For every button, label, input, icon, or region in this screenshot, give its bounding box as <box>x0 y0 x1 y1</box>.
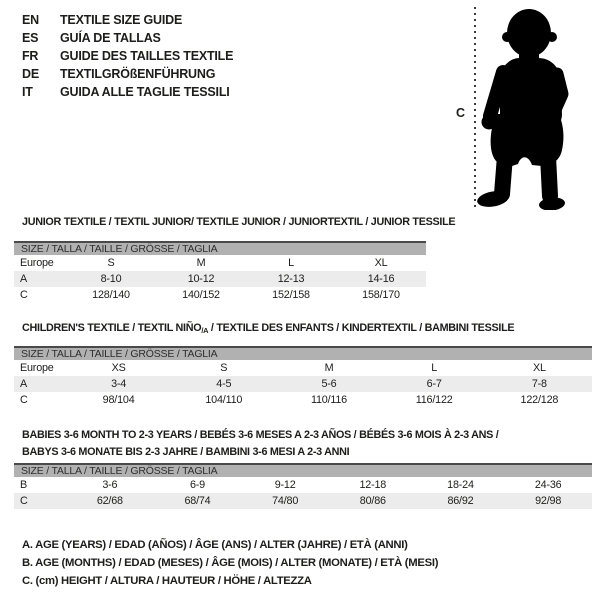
language-code: FR <box>22 49 39 63</box>
table-cell: 80/86 <box>359 495 386 507</box>
table-cell: 74/80 <box>272 495 299 507</box>
table-cell: 3-6 <box>102 479 118 491</box>
table-cell: 62/68 <box>96 495 123 507</box>
table-cell: XS <box>111 362 126 374</box>
table-cell: 4-5 <box>216 378 232 390</box>
language-label: GUÍA DE TALLAS <box>60 31 161 45</box>
language-row <box>22 47 233 65</box>
size-row-age <box>14 271 426 287</box>
table-cell: 10-12 <box>187 273 215 285</box>
babies-size-table <box>14 463 592 509</box>
table-cell: 98/104 <box>102 394 135 406</box>
table-cell: S <box>220 362 228 374</box>
language-code: EN <box>22 13 39 27</box>
table-cell: 12-13 <box>277 273 305 285</box>
table-cell: S <box>107 257 115 269</box>
language-label: TEXTILE SIZE GUIDE <box>60 13 183 27</box>
children-title-text: CHILDREN'S TEXTILE / TEXTIL NIÑO <box>22 322 202 334</box>
table-cell: A <box>20 378 28 390</box>
table-cell: 8-10 <box>100 273 122 285</box>
language-row <box>22 65 233 83</box>
table-cell: 6-9 <box>189 479 205 491</box>
language-row <box>22 29 233 47</box>
table-cell: 14-16 <box>367 273 395 285</box>
baby-silhouette-icon <box>476 6 576 210</box>
height-measure-label: C <box>456 106 466 120</box>
children-section-title <box>22 322 514 335</box>
size-row-height <box>14 392 592 408</box>
table-cell: C <box>20 289 28 301</box>
babies-title-line2: BABYS 3-6 MONATE BIS 2-3 JAHRE / BAMBINI 3-6 MESI A 2-3 ANNI <box>22 446 350 458</box>
table-cell: B <box>20 479 28 491</box>
table-cell: 116/122 <box>415 394 453 406</box>
junior-section-title: JUNIOR TEXTILE / TEXTIL JUNIOR/ TEXTILE JUNIOR / JUNIORTEXTIL / JUNIOR TESSILE <box>22 216 456 228</box>
table-cell: 110/116 <box>310 394 347 406</box>
table-cell: 128/140 <box>92 289 130 301</box>
table-cell: 158/170 <box>362 289 400 301</box>
language-code: ES <box>22 31 39 45</box>
table-cell: 68/74 <box>184 495 211 507</box>
language-label: GUIDA ALLE TAGLIE TESSILI <box>60 85 230 99</box>
language-row <box>22 11 233 29</box>
language-label: GUIDE DES TAILLES TEXTILE <box>60 49 234 63</box>
legend-note-c: C. (cm) HEIGHT / ALTURA / HAUTEUR / HÖHE / ALTEZZA <box>22 575 312 587</box>
babies-title-line1: BABIES 3-6 MONTH TO 2-3 YEARS / BEBÉS 3-6 MESES A 2-3 AÑOS / BÉBÉS 3-6 MOIS À 2-3 ANS / <box>22 429 499 441</box>
table-cell: M <box>324 362 334 374</box>
table-cell: 86/92 <box>447 495 474 507</box>
table-cell: 104/110 <box>205 394 243 406</box>
size-header-bar: SIZE / TALLA / TAILLE / GRÖSSE / TAGLIA <box>14 241 426 255</box>
table-cell: 6-7 <box>426 378 442 390</box>
table-cell: XL <box>532 362 546 374</box>
table-cell: C <box>20 394 28 406</box>
table-cell: 92/98 <box>535 495 562 507</box>
table-cell: L <box>288 257 294 269</box>
language-code: IT <box>22 85 33 99</box>
table-cell: 7-8 <box>531 378 547 390</box>
table-cell: 152/158 <box>272 289 310 301</box>
table-cell: 5-6 <box>321 378 337 390</box>
table-cell: 3-4 <box>111 378 127 390</box>
table-cell: Europe <box>20 362 54 374</box>
legend-note-b: B. AGE (MONTHS) / EDAD (MESES) / ÂGE (MOIS) / ALTER (MONATE) / ETÀ (MESI) <box>22 557 439 569</box>
size-row-europe <box>14 255 426 271</box>
legend-notes <box>22 536 438 590</box>
legend-note-a: A. AGE (YEARS) / EDAD (AÑOS) / ÂGE (ANS) / ALTER (JAHRE) / ETÀ (ANNI) <box>22 539 408 551</box>
language-label: TEXTILGRÖßENFÜHRUNG <box>60 67 216 81</box>
table-cell: 12-18 <box>359 479 387 491</box>
size-row-europe <box>14 360 592 376</box>
size-row-age <box>14 376 592 392</box>
children-title-subscript: /A <box>201 326 209 335</box>
size-row-height <box>14 287 426 303</box>
language-row <box>22 83 233 101</box>
table-cell: 24-36 <box>534 479 562 491</box>
children-title-text: / TEXTILE DES ENFANTS / KINDERTEXTIL / BAMBINI TESSILE <box>208 322 515 334</box>
table-cell: C <box>20 495 28 507</box>
children-size-table <box>14 346 592 408</box>
size-row-age-months <box>14 477 592 493</box>
size-header-bar: SIZE / TALLA / TAILLE / GRÖSSE / TAGLIA <box>14 463 592 477</box>
table-cell: L <box>431 362 438 374</box>
table-cell: 122/128 <box>520 394 559 406</box>
table-cell: XL <box>374 257 388 269</box>
junior-size-table <box>14 241 426 303</box>
size-header-bar: SIZE / TALLA / TAILLE / GRÖSSE / TAGLIA <box>14 346 592 360</box>
babies-section-title <box>22 427 498 461</box>
table-cell: A <box>20 273 28 285</box>
table-cell: 140/152 <box>182 289 220 301</box>
table-cell: Europe <box>20 257 54 269</box>
language-list <box>22 11 233 101</box>
table-cell: M <box>196 257 206 269</box>
table-cell: 18-24 <box>447 479 474 491</box>
language-code: DE <box>22 67 39 81</box>
size-row-height <box>14 493 592 509</box>
table-cell: 9-12 <box>274 479 296 491</box>
